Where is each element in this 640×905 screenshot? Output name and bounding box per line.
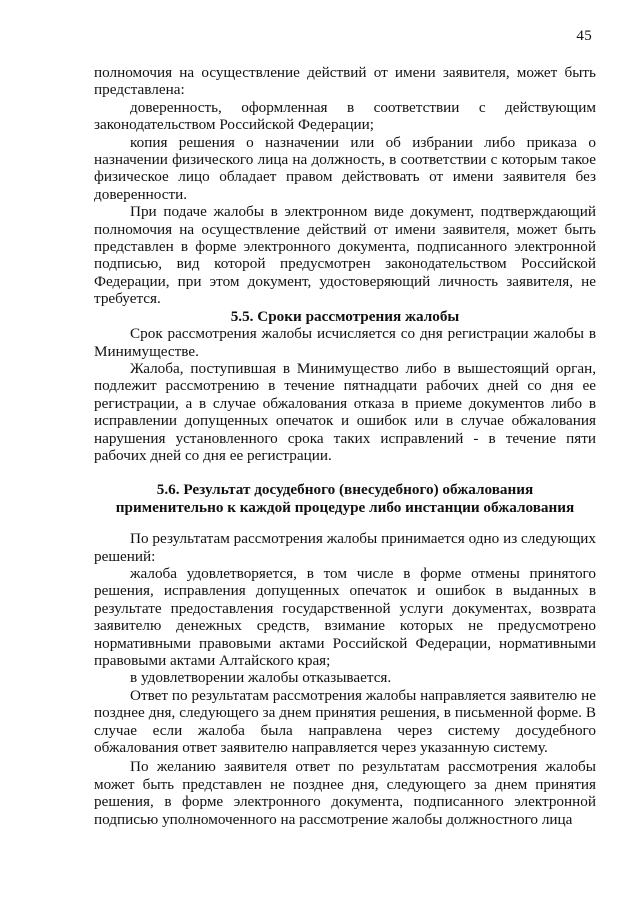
paragraph-electronic-submission: При подаче жалобы в электронном виде документ, подтверждающий полномочия на осуществление действий от имени заявителя, может быть представлен в форме электронного документа, подписанного электронной подписью, вид которой предусмотрен законодательством Российской Федерации, при этом документ, удостоверяющий личность заявителя, не требуется. <box>94 203 596 308</box>
page-number: 45 <box>576 28 592 44</box>
paragraph-decision-intro: По результатам рассмотрения жалобы принимается одно из следующих решений: <box>94 530 596 565</box>
section-heading-5-6-line2: применительно к каждой процедуре либо инстанции обжалования <box>115 498 575 516</box>
paragraph-response-electronic: По желанию заявителя ответ по результатам рассмотрения жалобы может быть представлен не позднее дня, следующего за днем принятия решения, в форме электронного документа, подписанного электронной подписью уполномоченного на рассмотрение жалобы должностного лица <box>94 758 596 828</box>
document-body <box>94 64 596 828</box>
list-item-complaint-rejected: в удовлетворении жалобы отказывается. <box>130 669 392 687</box>
section-heading-5-5: 5.5. Сроки рассмотрения жалобы <box>230 307 460 325</box>
section-heading-5-6-line1: 5.6. Результат досудебного (внесудебного) обжалования <box>156 481 534 499</box>
list-item-complaint-satisfied: жалоба удовлетворяется, в том числе в форме отмены принятого решения, исправления допущенных опечаток и ошибок в выданных в результате предоставления государственной услуги документах, возврата заявителю денежных средств, взимание которых не предусмотрено нормативными правовыми актами Российской Федерации, нормативными правовыми актами Алтайского края; <box>94 564 596 669</box>
paragraph-review-period-start: Срок рассмотрения жалобы исчисляется со дня регистрации жалобы в Минимуществе. <box>94 325 596 360</box>
section-heading-5-6 <box>94 481 596 516</box>
paragraph-response-written: Ответ по результатам рассмотрения жалобы направляется заявителю не позднее дня, следующего за днем принятия решения, в письменной форме. В случае если жалоба была направлена через систему досудебного обжалования ответ заявителю направляется через указанную систему. <box>94 686 596 757</box>
paragraph-review-deadlines: Жалоба, поступившая в Минимущество либо в вышестоящий орган, подлежит рассмотрению в течение пятнадцати рабочих дней со дня ее регистрации, а в случае обжалования отказа в приеме документов либо в исправлении допущенных опечаток и ошибок или в случае обжалования нарушения установленного срока таких исправлений - в течение пяти рабочих дней со дня ее регистрации. <box>94 359 596 464</box>
list-item-appointment-decision: копия решения о назначении или об избрании либо приказа о назначении физического лица на должность, в соответствии с которым такое физическое лицо обладает правом действовать от имени заявителя без доверенности. <box>94 133 596 203</box>
paragraph-representation-continuation: полномочия на осуществление действий от имени заявителя, может быть представлена: <box>94 64 596 99</box>
list-item-power-of-attorney: доверенность, оформленная в соответствии с действующим законодательством Российской Федерации; <box>94 98 596 134</box>
